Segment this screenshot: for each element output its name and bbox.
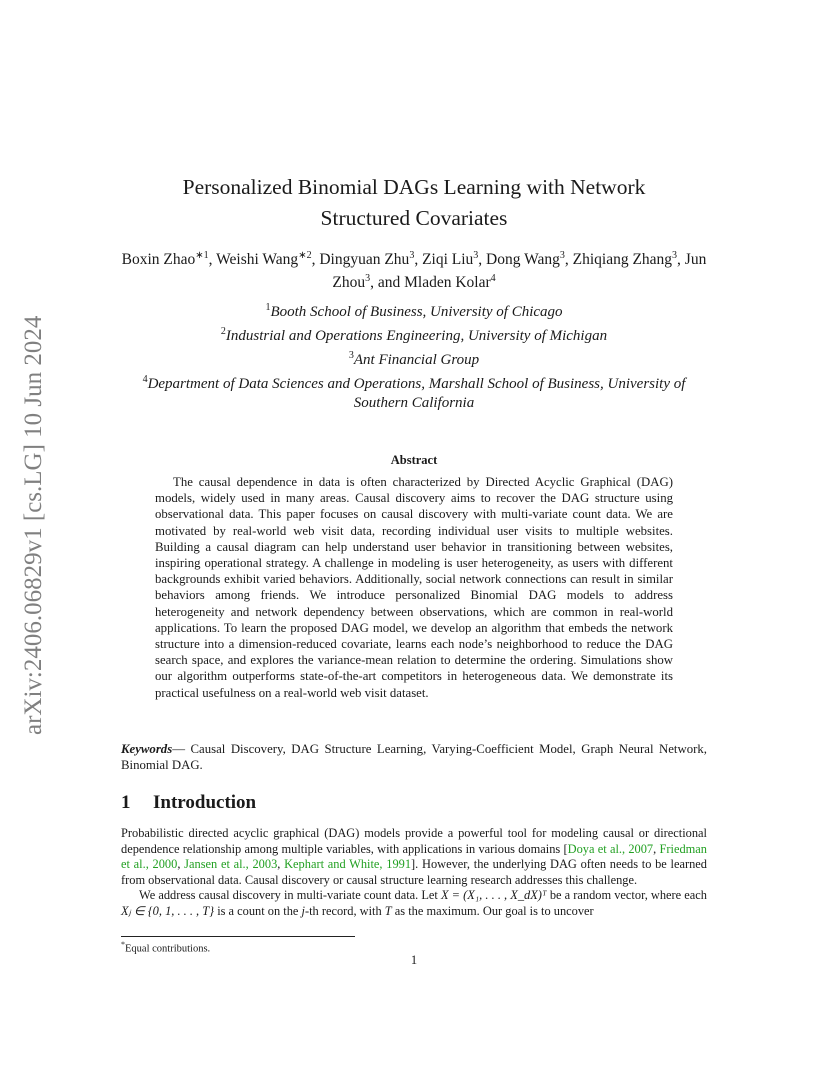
author-separator: ,	[677, 251, 685, 269]
author-name: Weishi Wang	[216, 251, 299, 269]
author-name: Ziqi Liu	[422, 251, 474, 269]
intro-text: as the maximum. Our goal is to uncover	[391, 903, 594, 918]
author-separator: ,	[311, 251, 320, 269]
author-name: Jun Zhou	[332, 251, 707, 292]
affiliation	[120, 322, 708, 346]
footnote-text: Equal contributions.	[125, 943, 211, 955]
intro-text: be a random vector, where each	[546, 888, 707, 903]
citation-link[interactable]: Friedman et al., 2000	[121, 841, 708, 872]
intro-text: ]. However, the underlying DAG often needs to be learned from observational data. Causal discovery or causal structure learning research addresses this challenge.	[121, 857, 708, 887]
citation-link[interactable]: Kephart and White, 1991	[284, 857, 412, 872]
author-separator: ,	[478, 251, 487, 269]
intro-text: We address causal discovery in multi-variate count data. Let	[139, 888, 441, 903]
author-affiliation-mark: 3	[365, 273, 371, 285]
section-number: 1	[121, 792, 131, 813]
keywords-dash: —	[172, 742, 191, 756]
author-separator: ,	[564, 251, 573, 269]
affiliation-mark: 4	[142, 374, 148, 385]
intro-paragraph	[121, 888, 707, 919]
affiliation	[120, 298, 708, 322]
author-affiliation-mark: 3	[409, 250, 415, 261]
affiliation-mark: 1	[265, 302, 271, 313]
author-affiliation-mark: ∗2	[298, 250, 312, 261]
affiliation-text: Booth School of Business, University of Chicago	[270, 304, 563, 320]
author-separator: ,	[208, 251, 217, 269]
author-name: Dingyuan Zhu	[319, 251, 410, 269]
author-separator: ,	[414, 251, 423, 269]
author-affiliation-mark: ∗1	[195, 250, 209, 261]
keywords-text: Causal Discovery, DAG Structure Learning, Varying-Coefficient Model, Graph Neural Network, Binomial DAG.	[121, 742, 707, 772]
author-name: Dong Wang	[486, 251, 560, 269]
intro-paragraph: Probabilistic directed acyclic graphical (DAG) models provide a powerful tool for modeling causal or directional dependence relationship among multiple variables, with applications in various domains [Doya et al., 2007, Friedman et al., 2000, Jansen et al., 2003, Kephart and White, 1991]. However, the underlying DAG often needs to be learned from observational data. Causal discovery or causal structure learning research addresses this challenge.	[121, 826, 708, 887]
affiliation-text: Ant Financial Group	[353, 352, 480, 368]
page-number: 1	[410, 953, 418, 967]
citation-link[interactable]: Jansen et al., 2003	[184, 857, 278, 872]
abstract-text: The causal dependence in data is often characterized by Directed Acyclic Graphical (DAG) models, widely used in many areas. Causal discovery aims to recover the DAG structure using observational data. This paper focuses on causal discovery with multi-variate count data. We are motivated by real-world web visit data, recording individual user visits to multiple websites. Building a causal diagram can help understand user behavior in transitioning between websites, inspiring operational strategy. A challenge in modeling is user heterogeneity, as users with different backgrounds exhibit varied behaviors. Additionally, social network connections can result in similar behaviors among friends. We introduce personalized Binomial DAG models to address heterogeneity and network dependency between observations, which are common in real-world applications. To learn the proposed DAG model, we develop an algorithm that embeds the network structure into a dimension-reduced covariate, learns each node’s neighborhood to reduce the DAG search space, and explores the variance-mean relation to determine the ordering. Simulations show our algorithm outperforms state-of-the-art competitors in heterogeneous data. We demonstrate its practical usefulness on a real-world web visit dataset.	[155, 475, 673, 700]
citation-link[interactable]: Doya et al., 2007	[567, 841, 654, 856]
introduction-body	[121, 826, 707, 920]
author-affiliation-mark: 3	[559, 250, 565, 261]
author-affiliation-mark: 3	[473, 250, 479, 261]
author-separator: , and	[370, 274, 405, 292]
affiliation-mark: 3	[348, 350, 354, 361]
math-expression: j	[301, 903, 305, 918]
math-expression: X = (X₁, . . . , X_dX)ᵀ	[440, 888, 547, 903]
author-list	[120, 246, 708, 292]
affiliation	[120, 346, 708, 370]
intro-text: is a count on the	[214, 903, 302, 918]
section-heading	[121, 792, 521, 814]
section-title: Introduction	[153, 792, 257, 813]
author-affiliation-mark: 4	[490, 273, 496, 285]
arxiv-identifier[interactable]: arXiv:2406.06829v1 [cs.LG] 10 Jun 2024	[20, 315, 47, 735]
footnote-mark: *	[121, 940, 125, 949]
author-name: Boxin Zhao	[121, 251, 196, 269]
keywords	[121, 741, 707, 773]
affiliation-list	[120, 298, 708, 413]
keywords-label: Keywords	[121, 742, 173, 756]
intro-text: Probabilistic directed acyclic graphical (DAG) models provide a powerful tool for modeling causal or directional dependence relationship among multiple variables, with applications in various domains [	[121, 826, 707, 856]
affiliation	[120, 370, 708, 413]
abstract-heading: Abstract	[390, 453, 438, 467]
paper-title: Personalized Binomial DAGs Learning with Network Structured Covariates	[182, 175, 646, 230]
affiliation-text: Industrial and Operations Engineering, University of Michigan	[225, 328, 608, 344]
math-expression: T	[384, 903, 392, 918]
intro-text: -th record, with	[304, 903, 385, 918]
author-name: Zhiqiang Zhang	[572, 251, 673, 269]
author-name: Mladen Kolar	[404, 274, 491, 292]
author-affiliation-mark: 3	[672, 250, 678, 261]
affiliation-mark: 2	[220, 326, 226, 337]
affiliation-text: Department of Data Sciences and Operations, Marshall School of Business, University of Southern California	[147, 376, 686, 411]
math-expression: Xⱼ ∈ {0, 1, . . . , T}	[121, 903, 215, 918]
footnote-divider	[121, 936, 355, 937]
